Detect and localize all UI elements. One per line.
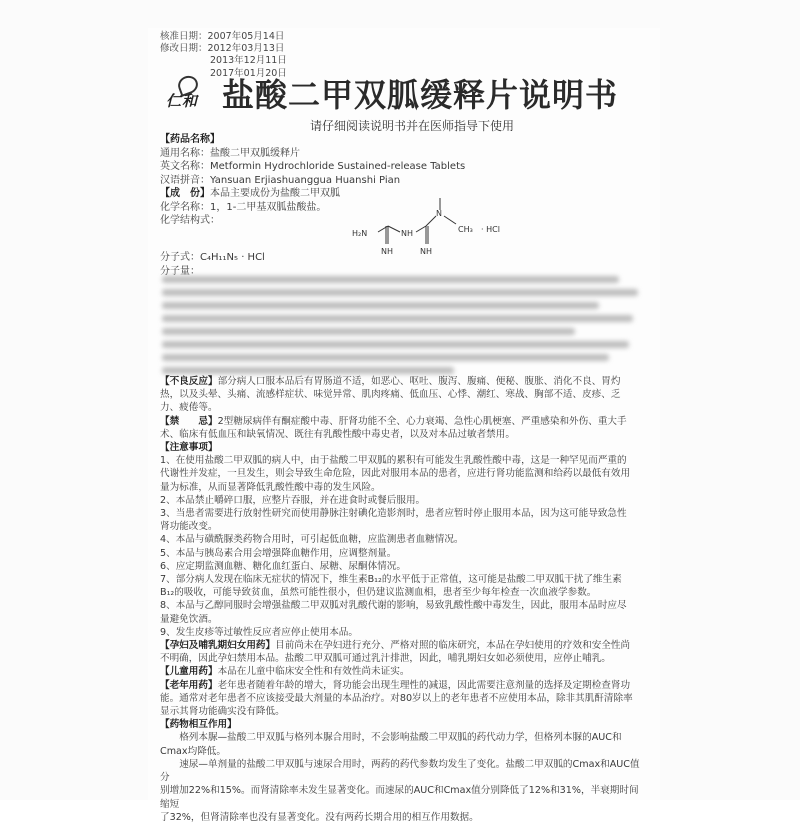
structure-label: 化学结构式： [160, 215, 220, 226]
date-row: 核准日期：2007年05月14日 [160, 31, 285, 42]
chemical-structure [350, 196, 525, 264]
interaction-line: Cmax均降低。 [160, 745, 226, 757]
date-row: 2017年01月20日 [210, 67, 287, 79]
precaution-line: 6、应定期监测血糖、糖化血红蛋白、尿糖、尿酮体情况。 [160, 560, 406, 572]
precaution-line: 量为标准，从而显著降低乳酸性酸中毒的发生风险。 [160, 481, 381, 493]
precaution-line: 7、部分病人发现在临床无症状的情况下，维生素B₁₂的水平低于正常值，这可能是盐酸二甲双胍干扰了维生素 [160, 574, 622, 586]
nh-label: NH [420, 247, 432, 256]
interaction-line: 速尿—单剂量的盐酸二甲双胍与速尿合用时，两药的药代参数均发生了变化。盐酸二甲双胍的Cmax和AUC值分 [160, 758, 640, 784]
section-header: 【注意事项】 [160, 442, 218, 454]
section-header: 【孕妇及哺乳期妇女用药】 [160, 640, 276, 652]
chemical-name: 化学名称：1，1-二甲基双胍盐酸盐。 [160, 201, 327, 213]
precaution-line: 3、当患者需要进行放射性研究而使用静脉注射碘化造影剂时，患者应暂时停止服用本品，因为这可能导致急性 [160, 508, 627, 520]
nh-label: NH [401, 229, 413, 238]
ch3-label: CH₃ [458, 225, 473, 234]
section-header: 【老年用药】 [160, 679, 218, 691]
document-title: 盐酸二甲双胍缓释片说明书 [222, 76, 619, 114]
composition-main: 本品主要成份为盐酸二甲双胍 [210, 188, 340, 199]
hcl-label: · HCl [481, 225, 500, 234]
section-header: 【不良反应】 [160, 376, 218, 387]
precaution-line: 肾功能改变。 [160, 521, 218, 533]
precaution-line: 2、本品禁止嚼碎口服，应整片吞服，并在进食时或餐后服用。 [160, 494, 426, 506]
molecular-formula: 分子式：C₄H₁₁N₅ · HCl [160, 252, 265, 263]
section-header: 【药物相互作用】 [160, 719, 237, 731]
section-header: 【药品名称】 [160, 134, 220, 145]
date-row: 修改日期：2012年03月13日 [160, 43, 285, 55]
document-subtitle: 请仔细阅读说明书并在医师指导下使用 [310, 119, 515, 133]
precaution-line: 1、在使用盐酸二甲双胍的病人中，由于盐酸二甲双胍的累积有可能发生乳酸性酸中毒，这是一种罕见而严重的 [160, 455, 627, 467]
nh2-label: H₂N [352, 229, 368, 238]
precaution-line: B₁₂的吸收，可能导致贫血，虽然可能性很小，但仍建议监测血相，患者至少每年检查一次血液学参数。 [160, 587, 597, 599]
interaction-line: 了32%，但肾清除率也没有显著变化。没有两药长期合用的相互作用数据。 [160, 811, 479, 823]
precaution-line: 9、发生皮疹等过敏性反应者应停止使用本品。 [160, 626, 358, 638]
blurred-content [158, 270, 644, 374]
section-header: 【禁 忌】 [160, 415, 218, 427]
adverse-section: 【不良反应】部分病人口服本品后有胃肠道不适，如恶心、呕吐、腹泻、腹痛、便秘、腹胀、消化不良、胃灼 热，以及头晕、头痛、流感样症状、味觉异常、肌肉疼痛、低血压、心悸、潮红、寒战、胸部不适、皮疹、乏 力、疲倦等。 【禁 忌】2型糖尿病伴有酮症酸中毒、肝肾功能不全、心力衰竭、急性心肌梗塞、严重感染和外伤、重大手 术、临床有低血压和缺氧情况、既往有乳酸性酸中毒史者，以及对本品过敏者禁用。 【注意事项】 1、在使用盐酸二甲双胍的病人中，由于盐酸二甲双胍的累积有可能发生乳酸性酸中毒，这是一种罕见而严重的 代谢性并发症，一旦发生，则会导致生命危险，因此对服用本品的患者，应进行肾功能监测和给药以最低有效用 量为标准，从而显著降低乳酸性酸中毒的发生风险。 2、本品禁止嚼碎口服，应整片吞服，并在进食时或餐后服用。 3、当患者需要进行放射性研究而使用静脉注射碘化造影剂时，患者应暂时停止服用本品，因为这可能导致急性 肾功能改变。 4、本品与磺酰脲类药物合用时，可引起低血糖，应监测患者血糖情况。 5、本品与胰岛素合用会增强降血糖作用，应调整剂量。 6、应定期监测血糖、糖化血红蛋白、尿糖、尿酮体情况。 7、部分病人发现在临床无症状的情况下，维生素B₁₂的水平低于正常值，这可能是盐酸二甲双胍干扰了维生素 B₁₂的吸收，可能导致贫血，虽然可能性很小，但仍建议监测血相，患者至少每年检查一次血液学参数。 8、本品与乙醇同服时会增强盐酸二甲双胍对乳酸代谢的影响，易致乳酸性酸中毒发生，因此，服用本品时应尽 量避免饮酒。 9、发生皮疹等过敏性反应者应停止使用本品。 【孕妇及哺乳期妇女用药】目前尚未在孕妇进行充分、严格对照的临床研究，本品在孕妇使用的疗效和安全性尚 不明确，因此孕妇禁用本品。盐酸二甲双胍可通过乳汁排泄，因此，哺乳期妇女如必须使用，应停止哺乳。 【儿童用药】本品在儿童中临床安全性和有效性尚未证实。 【老年用药】老年患者随着年龄的增大，肾功能会出现生理性的减退，因此需要注意剂量的选择及定期检查肾功 能。通常对老年患者不应该接受最大剂量的本品治疗。对80岁以上的老年患者不应使用本品，除非其肌酐清除率 显示其肾功能确实没有降低。 【药物相互作用】 格列本脲—盐酸二甲双胍与格列本脲合用时，不会影响盐酸二甲双胍的药代动力学，但格列本脲的AUC和 Cmax均降低。 速尿—单剂量的盐酸二甲双胍与速尿合用时，两药的药代参数均发生了变化。盐酸二甲双胍的Cmax和AUC值分 别增加22%和15%。而肾清除率未发生显著变化。而速尿的AUC和Cmax值分别降低了12%和31%，半衰期时间缩短 了32%，但肾清除率也没有显著变化。没有两药长期合用的相互作用数据。 [160, 375, 648, 824]
section-header: 【儿童用药】 [160, 666, 218, 678]
precaution-line: 代谢性并发症，一旦发生，则会导致生命危险，因此对服用本品的患者，应进行肾功能监测和给药以最低有效用 [160, 468, 631, 480]
molecular-weight: 分子量： [160, 265, 200, 277]
formula-section [160, 251, 265, 277]
brand-name: 仁和 [166, 92, 199, 110]
english-name: 英文名称：Metformin Hydrochloride Sustained-release Tablets [160, 161, 466, 172]
precaution-line: 5、本品与胰岛素合用会增强降血糖作用，应调整剂量。 [160, 547, 397, 559]
n-label: N [436, 209, 442, 218]
brand-logo [166, 76, 214, 110]
precaution-line: 8、本品与乙醇同服时会增强盐酸二甲双胍对乳酸代谢的影响，易致乳酸性酸中毒发生，因此，服用本品时应尽 [160, 600, 627, 612]
precaution-line: 4、本品与磺酰脲类药物合用时，可引起低血糖，应监测患者血糖情况。 [160, 534, 464, 546]
nh-label: NH [381, 247, 393, 256]
interaction-line: 格列本脲—盐酸二甲双胍与格列本脲合用时，不会影响盐酸二甲双胍的药代动力学，但格列本脲的AUC和 [179, 732, 622, 744]
precaution-line: 量避免饮酒。 [160, 613, 218, 625]
date-row: 2013年12月11日 [210, 55, 287, 67]
section-header: 【成 份】 [160, 188, 210, 199]
pinyin-name: 汉语拼音：Yansuan Erjiashuanggua Huanshi Pian [160, 174, 401, 186]
interaction-line: 别增加22%和15%。而肾清除率未发生显著变化。而速尿的AUC和Cmax值分别降低了12%和31%，半衰期时间缩短 [160, 785, 639, 810]
generic-name: 通用名称：盐酸二甲双胍缓释片 [160, 147, 300, 159]
